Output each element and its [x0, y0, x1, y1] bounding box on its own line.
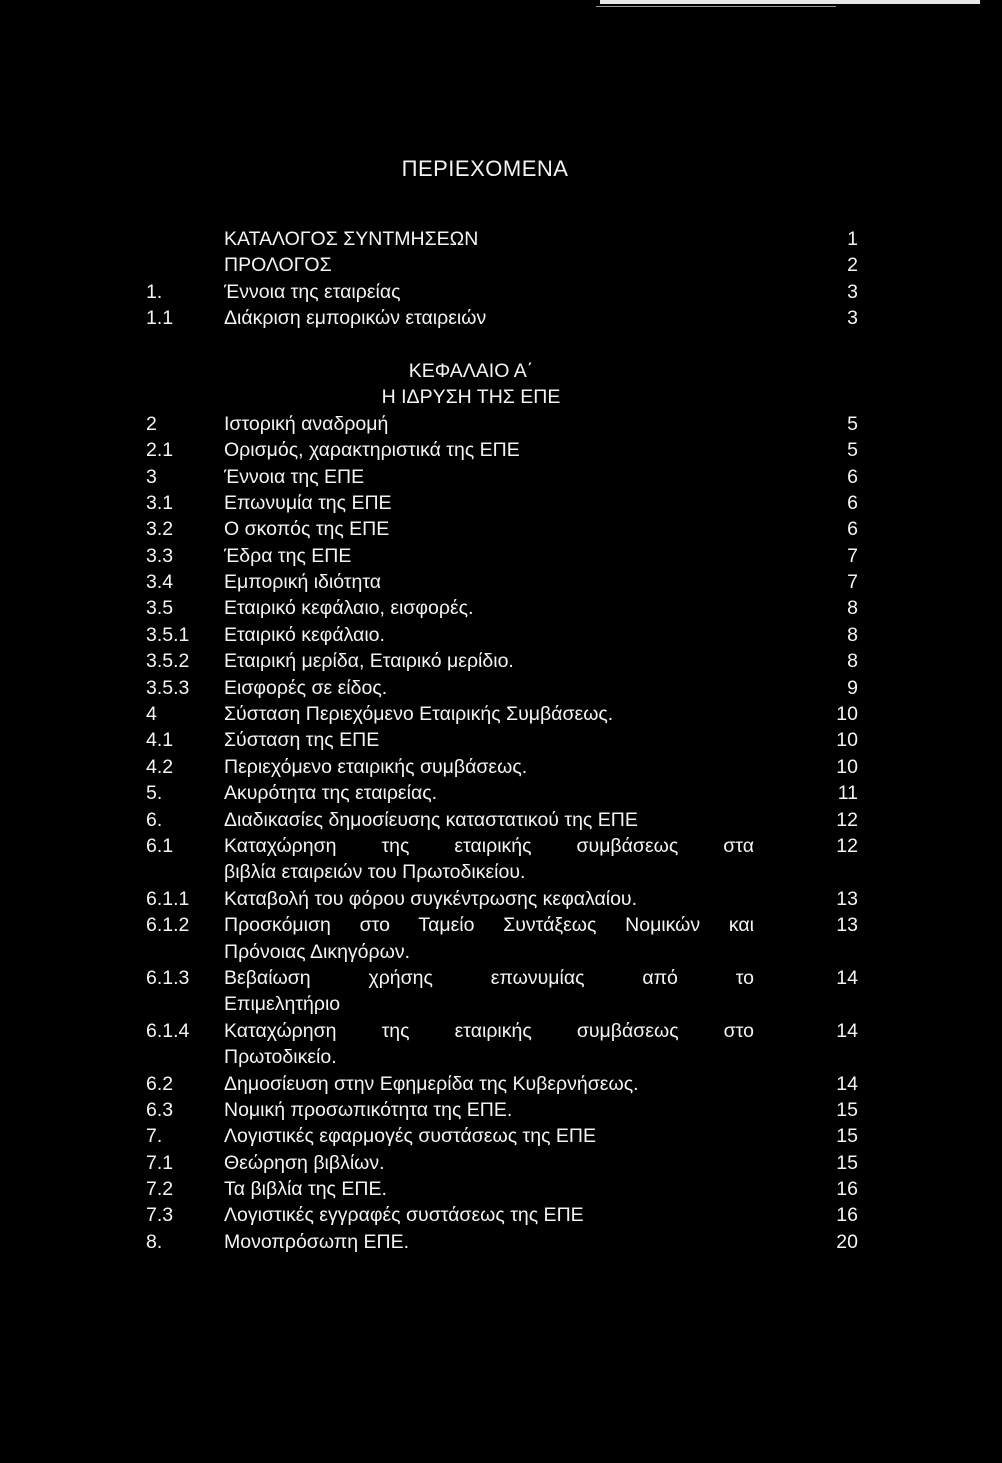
toc-entry-title: Θεώρηση βιβλίων.	[224, 1151, 385, 1174]
toc-entry-page: 13	[836, 887, 858, 910]
toc-entry-page: 3	[847, 307, 858, 330]
toc-row	[146, 1229, 876, 1255]
toc-row-continuation	[146, 939, 876, 965]
toc-entry-title: Τα βιβλία της ΕΠΕ.	[224, 1178, 387, 1201]
toc-entry-title: Περιεχόμενο εταιρικής συμβάσεως.	[224, 755, 528, 778]
toc-entry-number: 6.2	[146, 1072, 174, 1095]
toc-entry-page: 15	[836, 1125, 858, 1148]
toc-row	[146, 648, 876, 674]
toc-entry-page: 14	[836, 1019, 858, 1042]
toc-row	[146, 833, 876, 859]
chapter-heading-text: ΚΕΦΑΛΑΙΟ Α΄	[408, 359, 534, 382]
toc-entry-number: 4.1	[146, 729, 174, 752]
toc-entry-page: 9	[847, 676, 858, 699]
toc-entry-number: 1.	[146, 280, 163, 303]
toc-entry-title-continuation: Πρόνοιας Δικηγόρων.	[224, 940, 410, 963]
toc-entry-page: 14	[836, 1072, 858, 1095]
toc-entry-title: Νομική προσωπικότητα της ΕΠΕ.	[224, 1098, 513, 1121]
toc-entry-title: Εμπορική ιδιότητα	[224, 571, 382, 594]
toc-entry-title: Καταβολή του φόρου συγκέντρωσης κεφαλαίου.	[224, 887, 638, 910]
toc-entry-title: Διάκριση εμπορικών εταιρειών	[224, 307, 487, 330]
toc-entry-title: Ορισμός, χαρακτηριστικά της ΕΠΕ	[224, 439, 520, 462]
toc-row	[146, 464, 876, 490]
toc-entry-title: Καταχώρηση της εταιρικής συμβάσεως στα	[224, 834, 754, 857]
toc-row	[146, 965, 876, 991]
toc-entry-number: 7.3	[146, 1204, 174, 1227]
toc-entry-number: 5.	[146, 782, 163, 805]
chapter-subheading-text: Η ΙΔΡΥΣΗ ΤΗΣ ΕΠΕ	[381, 386, 561, 409]
toc-entry-title: Μονοπρόσωπη ΕΠΕ.	[224, 1230, 410, 1253]
table-of-contents	[146, 226, 876, 1255]
toc-entry-title-continuation: Επιμελητήριο	[224, 993, 341, 1016]
toc-entry-number: 3.3	[146, 544, 174, 567]
toc-entry-page: 2	[847, 254, 858, 277]
front-matter-list	[146, 226, 876, 332]
toc-entry-title: Εταιρικό κεφάλαιο, εισφορές.	[224, 597, 474, 620]
toc-entry-page: 6	[847, 518, 858, 541]
toc-row	[146, 1202, 876, 1228]
toc-row	[146, 305, 876, 331]
toc-row	[146, 595, 876, 621]
toc-entry-title: Εταιρικό κεφάλαιο.	[224, 623, 385, 646]
toc-entry-page: 12	[836, 834, 858, 857]
toc-row	[146, 912, 876, 938]
toc-entry-title: Ιστορική αναδρομή	[224, 412, 389, 435]
toc-row	[146, 1123, 876, 1149]
toc-row	[146, 1071, 876, 1097]
toc-entry-number: 7.2	[146, 1178, 174, 1201]
toc-entry-title: Ακυρότητα της εταιρείας.	[224, 782, 438, 805]
toc-entry-title: Εισφορές σε είδος.	[224, 676, 388, 699]
toc-entry-title: Λογιστικές εφαρμογές συστάσεως της ΕΠΕ	[224, 1125, 596, 1148]
toc-entry-title: ΚΑΤΑΛΟΓΟΣ ΣΥΝΤΜΗΣΕΩΝ	[224, 228, 479, 250]
toc-entry-title: Λογιστικές εγγραφές συστάσεως της ΕΠΕ	[224, 1204, 584, 1227]
toc-entry-number: 6.3	[146, 1098, 174, 1121]
toc-entry-page: 8	[847, 623, 858, 646]
toc-row-continuation	[146, 859, 876, 885]
toc-entry-title: Σύσταση της ΕΠΕ	[224, 729, 380, 752]
toc-entry-title: Έννοια της ΕΠΕ	[224, 465, 365, 488]
toc-entry-page: 10	[836, 703, 858, 726]
toc-row-continuation	[146, 1044, 876, 1070]
toc-entry-page: 13	[836, 914, 858, 937]
toc-entry-number: 3.5.1	[146, 623, 190, 646]
toc-row	[146, 543, 876, 569]
toc-entry-page: 7	[847, 544, 858, 567]
toc-entry-page: 16	[836, 1204, 858, 1227]
toc-row	[146, 807, 876, 833]
toc-entry-number: 7.1	[146, 1151, 174, 1174]
toc-entry-number: 3.5.2	[146, 650, 190, 673]
toc-row	[146, 1150, 876, 1176]
toc-entry-number: 3.5	[146, 597, 174, 620]
toc-row	[146, 516, 876, 542]
toc-row	[146, 252, 876, 278]
toc-entry-title: Ο σκοπός της ΕΠΕ	[224, 518, 390, 541]
toc-entry-title: Έννοια της εταιρείας	[224, 280, 401, 303]
toc-entry-page: 8	[847, 597, 858, 620]
toc-entry-page: 5	[847, 439, 858, 462]
chapter-heading	[146, 358, 796, 384]
toc-entry-number: 8.	[146, 1230, 163, 1253]
toc-entry-title: Βεβαίωση χρήσης επωνυμίας από το	[224, 966, 754, 989]
toc-entry-page: 3	[847, 280, 858, 303]
toc-entry-page: 7	[847, 571, 858, 594]
toc-row	[146, 1018, 876, 1044]
chapter-subheading	[146, 384, 796, 410]
toc-entry-number: 6.1.3	[146, 966, 190, 989]
toc-row	[146, 490, 876, 516]
toc-row	[146, 226, 876, 252]
toc-entry-number: 2.1	[146, 439, 174, 462]
toc-entry-page: 10	[836, 755, 858, 778]
toc-entry-title: Σύσταση Περιεχόμενο Εταιρικής Συμβάσεως.	[224, 703, 614, 726]
toc-entry-number: 1.1	[146, 307, 174, 330]
toc-entry-page: 8	[847, 650, 858, 673]
toc-row	[146, 675, 876, 701]
toc-entry-title-continuation: βιβλία εταιρειών του Πρωτοδικείου.	[224, 861, 526, 884]
toc-entry-page: 5	[847, 412, 858, 435]
toc-entry-page: 11	[837, 782, 858, 805]
toc-entry-page: 20	[836, 1230, 858, 1253]
toc-entry-title: Δημοσίευση στην Εφημερίδα της Κυβερνήσεως.	[224, 1072, 639, 1095]
toc-entry-title: ΠΡΟΛΟΓΟΣ	[224, 254, 332, 277]
toc-entry-page: 15	[836, 1098, 858, 1121]
toc-entry-title: Διαδικασίες δημοσίευσης καταστατικού της ΕΠΕ	[224, 808, 638, 831]
toc-entry-page: 12	[836, 808, 858, 831]
toc-entry-number: 6.1.2	[146, 914, 190, 937]
toc-entry-page: 16	[836, 1178, 858, 1201]
toc-entry-page: 14	[836, 966, 858, 989]
toc-entry-number: 3.5.3	[146, 676, 190, 699]
toc-entry-title-continuation: Πρωτοδικείο.	[224, 1046, 337, 1069]
toc-entries-list	[146, 411, 876, 1256]
toc-row	[146, 1176, 876, 1202]
toc-entry-title: Εταιρική μερίδα, Εταιρικό μερίδιο.	[224, 650, 514, 673]
page-title: ΠΕΡΙΕΧΟΜΕΝΑ	[401, 156, 569, 181]
toc-entry-page: 1	[847, 228, 858, 250]
toc-entry-number: 6.1	[146, 834, 174, 857]
toc-row-continuation	[146, 991, 876, 1017]
toc-row	[146, 780, 876, 806]
toc-entry-number: 4	[146, 703, 157, 726]
toc-entry-number: 3.2	[146, 518, 174, 541]
toc-row	[146, 727, 876, 753]
toc-row	[146, 569, 876, 595]
toc-entry-title: Καταχώρηση της εταιρικής συμβάσεως στο	[224, 1019, 754, 1042]
toc-entry-number: 6.1.4	[146, 1019, 190, 1042]
scan-edge-line	[600, 0, 980, 4]
toc-entry-page: 15	[836, 1151, 858, 1174]
toc-row	[146, 411, 876, 437]
toc-entry-number: 6.1.1	[146, 887, 190, 910]
toc-entry-number: 3.1	[146, 491, 174, 514]
toc-row	[146, 437, 876, 463]
toc-entry-title: Προσκόμιση στο Ταμείο Συντάξεως Νομικών και	[224, 914, 754, 937]
toc-row	[146, 1097, 876, 1123]
toc-entry-number: 3	[146, 465, 157, 488]
toc-row	[146, 754, 876, 780]
toc-entry-number: 2	[146, 412, 157, 435]
scan-edge-line-thin	[596, 6, 836, 7]
toc-row	[146, 701, 876, 727]
section-gap	[146, 332, 876, 358]
toc-entry-number: 3.4	[146, 571, 174, 594]
toc-entry-number: 4.2	[146, 755, 174, 778]
toc-entry-title: Επωνυμία της ΕΠΕ	[224, 491, 392, 514]
toc-entry-page: 6	[847, 491, 858, 514]
toc-row	[146, 622, 876, 648]
toc-entry-page: 6	[847, 465, 858, 488]
toc-entry-title: Έδρα της ΕΠΕ	[224, 544, 352, 567]
toc-row	[146, 886, 876, 912]
toc-row	[146, 279, 876, 305]
toc-entry-page: 10	[836, 729, 858, 752]
toc-entry-number: 6.	[146, 808, 163, 831]
toc-entry-number: 7.	[146, 1125, 163, 1148]
